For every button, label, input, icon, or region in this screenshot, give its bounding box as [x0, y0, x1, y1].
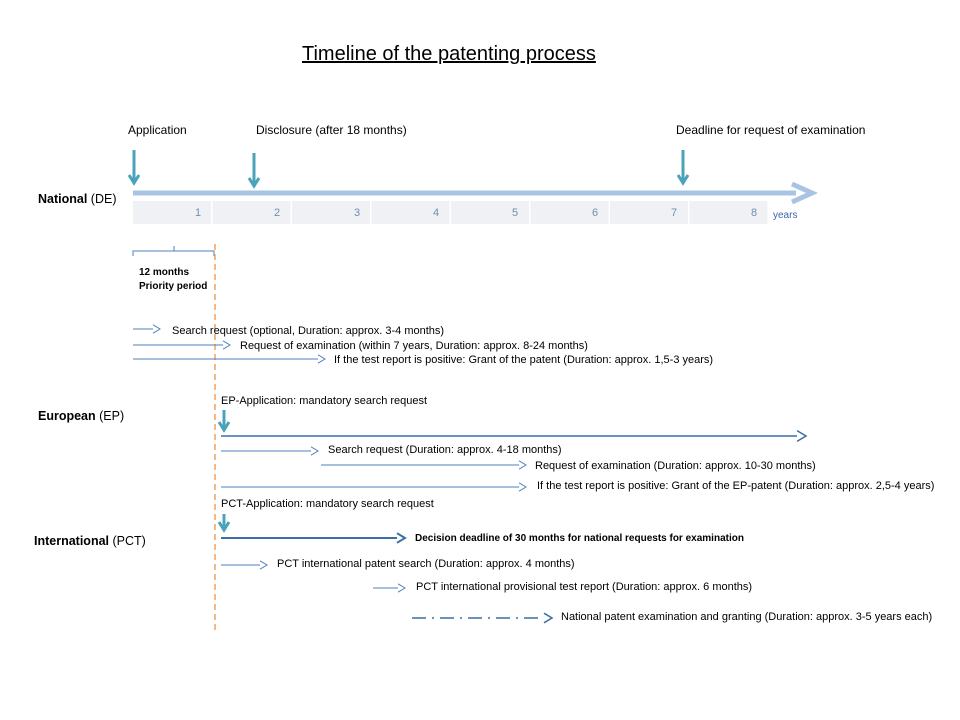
- european-step-search: Search request (Duration: approx. 4-18 months): [328, 444, 562, 456]
- pct-step-search: PCT international patent search (Duration: approx. 4 months): [277, 558, 575, 570]
- year-label: 7: [671, 207, 678, 219]
- year-label: 4: [433, 207, 440, 219]
- ep-grant-arrow-head: [519, 483, 526, 491]
- european-step-grant: If the test report is positive: Grant of the EP-patent (Duration: approx. 2,5-4 years): [537, 480, 935, 492]
- european-header: EP-Application: mandatory search request: [221, 395, 428, 407]
- section-international-code: (PCT): [112, 534, 146, 548]
- pct-step-national: National patent examination and granting (Duration: approx. 3-5 years each): [561, 611, 933, 623]
- section-european-code: (EP): [99, 409, 125, 423]
- section-national-code: (DE): [90, 192, 117, 206]
- pct-test-report-arrow-head: [398, 584, 405, 592]
- national-step-grant: If the test report is positive: Grant of the patent (Duration: approx. 1,5-3 years): [334, 354, 714, 366]
- year-label: 5: [512, 207, 519, 219]
- national-search-arrow-head: [153, 325, 160, 333]
- ep-search-arrow-head: [311, 447, 318, 455]
- page-title: Timeline of the patenting process: [302, 43, 596, 65]
- pct-step-test-report: PCT international provisional test report (Duration: approx. 6 months): [416, 581, 753, 593]
- national-step-examination: Request of examination (within 7 years, Duration: approx. 8-24 months): [240, 340, 588, 352]
- marker-label-deadline: Deadline for request of examination: [676, 123, 866, 137]
- priority-duration: 12 months: [139, 267, 190, 278]
- national-examination-arrow-head: [223, 341, 230, 349]
- marker-label-application: Application: [128, 123, 187, 137]
- national-grant-arrow-head: [318, 355, 325, 363]
- priority-bracket: [133, 251, 214, 256]
- european-step-examination: Request of examination (Duration: approx. 10-30 months): [535, 460, 816, 472]
- year-label: 3: [354, 207, 361, 219]
- axis-unit-label: years: [773, 210, 798, 221]
- section-national-name: National: [38, 192, 88, 206]
- section-international-name: International: [34, 534, 110, 548]
- national-step-search: Search request (optional, Duration: approx. 3-4 months): [172, 325, 445, 337]
- ep-examination-arrow-head: [519, 461, 526, 469]
- pct-header: PCT-Application: mandatory search request: [221, 498, 434, 510]
- pct-national-arrow-head: [544, 613, 552, 623]
- pct-decision-deadline: Decision deadline of 30 months for national requests for examination: [415, 533, 744, 544]
- year-label: 1: [195, 207, 202, 219]
- section-european: [38, 409, 124, 424]
- pct-search-arrow-head: [260, 561, 267, 569]
- year-label: 2: [274, 207, 281, 219]
- section-international: [34, 534, 146, 549]
- pct-decision-arrow-head: [397, 533, 405, 543]
- year-label: 8: [751, 207, 758, 219]
- marker-label-disclosure: Disclosure (after 18 months): [256, 123, 407, 137]
- ep-main-arrow-head: [797, 431, 806, 442]
- section-national: [38, 192, 117, 207]
- priority-label: Priority period: [139, 281, 208, 292]
- section-european-name: European: [38, 409, 96, 423]
- year-label: 6: [592, 207, 599, 219]
